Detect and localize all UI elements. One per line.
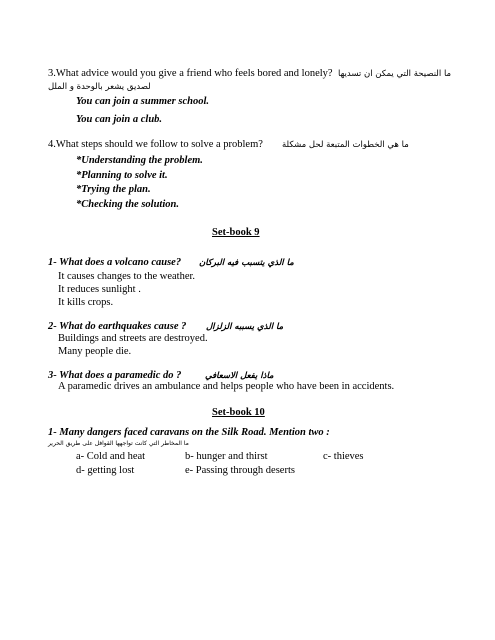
set9-question-3-arabic: ماذا يفعل الاسعافي [205, 371, 274, 381]
set10-option-d: d- getting lost [76, 465, 135, 476]
set-book-10-heading: Set-book 10 [212, 407, 265, 418]
question-4-arabic: ما هي الخطوات المتبعة لحل مشكلة [282, 140, 409, 150]
question-4-answer-3: *Trying the plan. [76, 184, 151, 195]
question-4-answer-4: *Checking the solution. [76, 199, 179, 210]
question-4-answer-1: *Understanding the problem. [76, 155, 203, 166]
set9-question-1-answer-1: It causes changes to the weather. [58, 271, 196, 282]
set9-question-1-arabic: ما الذي يتسبب فيه البركان [199, 258, 294, 268]
set10-option-a: a- Cold and heat [76, 451, 146, 462]
question-4-text: 4.What steps should we follow to solve a problem? [48, 139, 263, 150]
question-4-answer-2: *Planning to solve it. [76, 170, 168, 181]
set9-question-1-answer-2: It reduces sunlight . [58, 284, 141, 295]
set9-question-1-answer-3: It kills crops. [58, 297, 114, 308]
set9-question-2-answer-1: Buildings and streets are destroyed. [58, 333, 208, 344]
set10-option-b: b- hunger and thirst [185, 451, 268, 462]
set10-question-1-text: 1- Many dangers faced caravans on the Silk Road. Mention two : [48, 427, 330, 438]
set9-question-3-text: 3- What does a paramedic do ? [48, 370, 182, 381]
set-book-9-heading: Set-book 9 [212, 227, 260, 238]
question-3-answer-1: You can join a summer school. [76, 96, 210, 107]
set9-question-2-answer-2: Many people die. [58, 346, 132, 357]
set10-question-1-arabic: ما المخاطر التي كانت تواجهها القوافل على طريق الحرير [48, 440, 189, 447]
question-3-arabic-line-1: ما النصيحة التي يمكن ان تسديها [338, 69, 452, 79]
set10-option-c: c- thieves [323, 451, 364, 462]
set9-question-3-answer-1: A paramedic drives an ambulance and helps people who have been in accidents. [58, 381, 395, 392]
set9-question-2-text: 2- What do earthquakes cause ? [48, 321, 187, 332]
question-3-text: 3.What advice would you give a friend who feels bored and lonely? [48, 68, 333, 79]
set9-question-1-text: 1- What does a volcano cause? [48, 257, 182, 268]
set9-question-2-arabic: ما الذي يسببه الزلزال [206, 322, 284, 332]
question-3-arabic-line-2: لصديق يشعر بالوحدة و الملل [48, 82, 151, 92]
question-3-answer-2: You can join a club. [76, 114, 163, 125]
set10-option-e: e- Passing through deserts [185, 465, 295, 476]
